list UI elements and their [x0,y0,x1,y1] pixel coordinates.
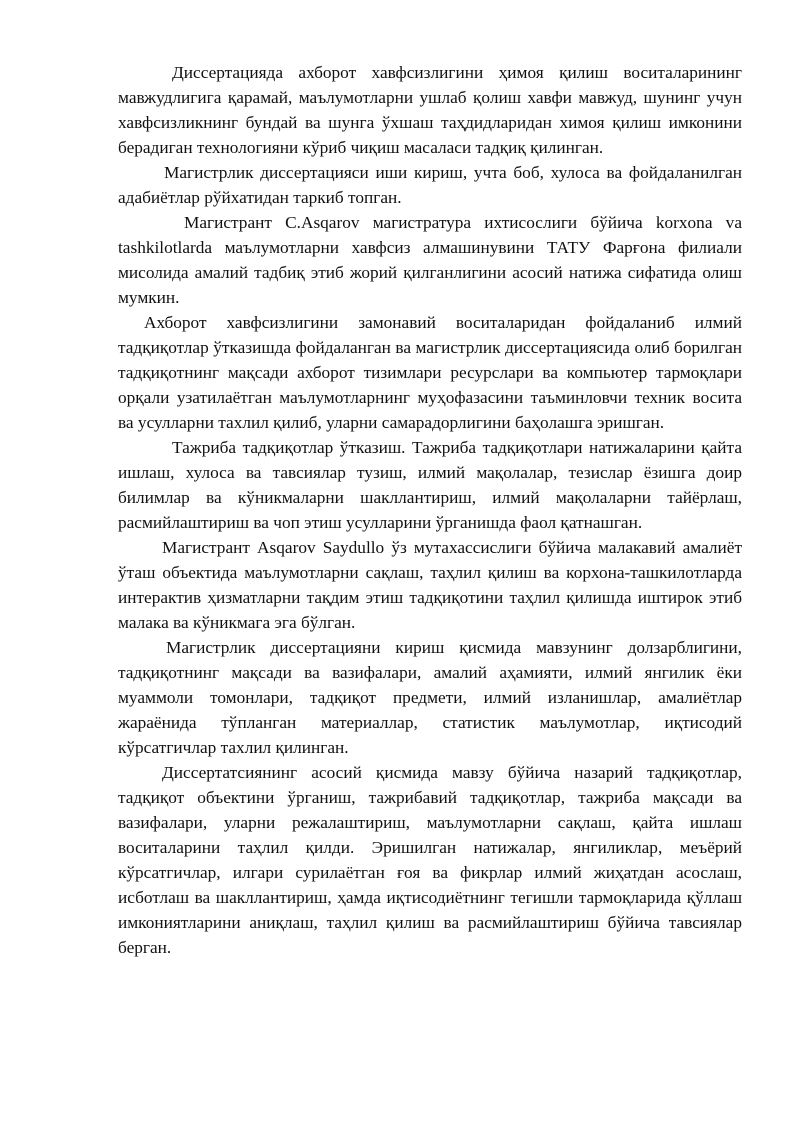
paragraph-2: Магистрлик диссертацияси иши кириш, учта боб, хулоса ва фойдаланилган адабиётлар рўйхатидан таркиб топган. [118,163,742,207]
paragraph-4: Ахборот хавфсизлигини замонавий воситаларидан фойдаланиб илмий тадқиқотлар ўтказишда фойдаланган ва магистрлик диссертациясида олиб борилган тадқиқотнинг мақсади ахборот тизимлари ресурслари ва компьютер тармоқлари орқали узатилаётган маълумотларнинг муҳофазасини таъминловчи техник восита ва усулларни тахлил қилиб, уларни самарадорлигини баҳолашга эришган. [118,313,742,432]
paragraph-3: Магистрант С.Asqarov магистратура ихтисослиги бўйича korxona va tashkilotlarda маълумотларни хавфсиз алмашинувини ТАТУ Фарғона филиали мисолида амалий тадбиқ этиб жорий қилганлигини асосий натижа сифатида олиш мумкин. [118,213,742,307]
body-text [118,60,742,960]
paragraph-6: Магистрант Asqarov Saydullo ўз мутахассислиги бўйича малакавий амалиёт ўташ объектида маълумотларни сақлаш, таҳлил қилиш ва корхона-ташкилотларда интерактив ҳизматларни тақдим этиш тадқиқотини таҳлил қилишда иштирок этиб малака ва кўникмага эга бўлган. [118,538,742,632]
paragraph-8: Диссертатсиянинг асосий қисмида мавзу бўйича назарий тадқиқотлар, тадқиқот объектини ўрганиш, тажрибавий тадқиқотлар, тажриба мақсади ва вазифалари, уларни режалаштириш, маълумотларни сақлаш, қайта ишлаш воситаларини таҳлил қилди. Эришилган натижалар, янгиликлар, меъёрий кўрсатгичлар, илгари сурилаётган ғоя ва фикрлар илмий жиҳатдан асослаш, исботлаш ва шакллантириш, ҳамда иқтисодиётнинг тегишли тармоқларида қўллаш имкониятларини аниқлаш, таҳлил қилиш ва расмийлаштириш бўйича тавсиялар берган. [118,763,742,957]
paragraph-7: Магистрлик диссертацияни кириш қисмида мавзунинг долзарблигини, тадқиқотнинг мақсади ва вазифалари, амалий аҳамияти, илмий янгилик ёки муаммоли томонлари, тадқиқот предмети, илмий изланишлар, амалиётлар жараёнида тўпланган материаллар, статистик маълумотлар, иқтисодий кўрсатгичлар тахлил қилинган. [118,638,742,757]
paragraph-1: Диссертацияда ахборот хавфсизлигини ҳимоя қилиш воситаларининг мавжудлигига қарамай, маълумотларни ушлаб қолиш хавфи мавжуд, шунинг учун хавфсизликнинг бундай ва шунга ўхшаш таҳдидларидан химоя қилиш имконини берадиган технологияни кўриб чиқиш масаласи тадқиқ қилинган. [118,63,742,157]
paragraph-5: Тажриба тадқиқотлар ўтказиш. Тажриба тадқиқотлари натижаларини қайта ишлаш, хулоса ва тавсиялар тузиш, илмий мақолалар, тезислар ёзишга доир билимлар ва кўникмаларни шакллантириш, илмий мақолаларни тайёрлаш, расмийлаштириш ва чоп этиш усулларини ўрганишда фаол қатнашган. [118,438,742,532]
